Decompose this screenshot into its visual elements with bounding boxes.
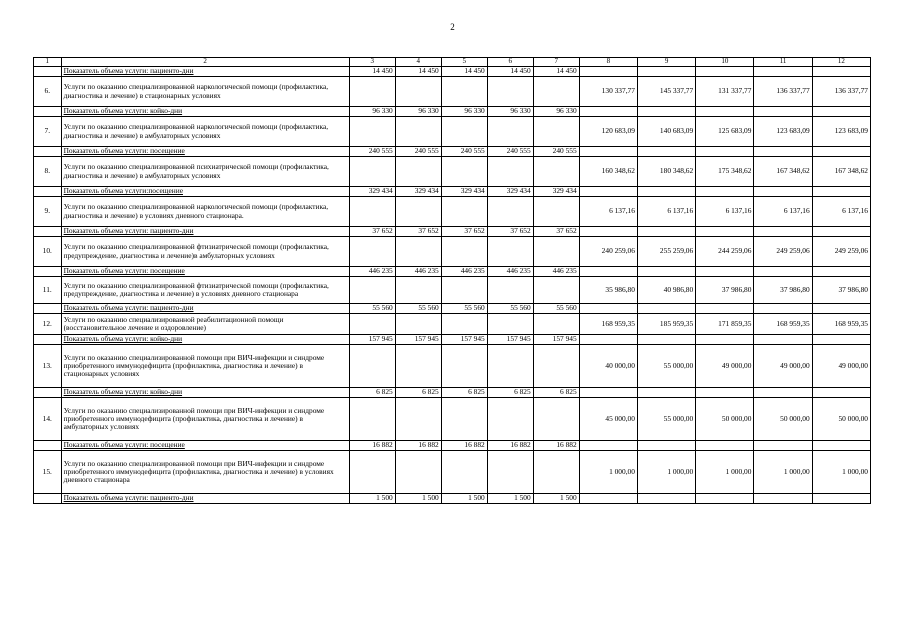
- amount-cell: 167 348,62: [812, 157, 870, 187]
- service-row: [34, 197, 871, 227]
- empty-cell: [395, 451, 441, 494]
- service-row: [34, 398, 871, 441]
- indicator-value: 55 560: [441, 304, 487, 314]
- indicator-value: 329 434: [487, 187, 533, 197]
- empty-cell: [579, 441, 637, 451]
- amount-cell: 37 986,80: [754, 277, 812, 304]
- row-number: 15.: [34, 451, 62, 494]
- amount-cell: 125 683,09: [696, 117, 754, 147]
- empty-cell: [754, 147, 812, 157]
- indicator-value: 16 882: [349, 441, 395, 451]
- empty-cell: [533, 77, 579, 107]
- row-number: 10.: [34, 237, 62, 267]
- empty-cell: [395, 77, 441, 107]
- empty-cell: [395, 117, 441, 147]
- indicator-value: 6 825: [487, 388, 533, 398]
- indicator-value: 446 235: [533, 267, 579, 277]
- empty-cell: [441, 157, 487, 187]
- amount-cell: 136 337,77: [812, 77, 870, 107]
- empty-cell: [487, 314, 533, 335]
- amount-cell: 123 683,09: [812, 117, 870, 147]
- amount-cell: 1 000,00: [754, 451, 812, 494]
- empty-cell: [637, 441, 695, 451]
- indicator-value: 1 500: [487, 494, 533, 504]
- empty-cell: [395, 157, 441, 187]
- indicator-value: 55 560: [487, 304, 533, 314]
- service-row: [34, 277, 871, 304]
- amount-cell: 175 348,62: [696, 157, 754, 187]
- amount-cell: 131 337,77: [696, 77, 754, 107]
- empty-cell: [754, 335, 812, 345]
- empty-cell: [441, 277, 487, 304]
- amount-cell: 171 859,35: [696, 314, 754, 335]
- amount-cell: 168 959,35: [812, 314, 870, 335]
- empty-cell: [754, 67, 812, 77]
- empty-cell: [579, 304, 637, 314]
- empty-cell: [637, 227, 695, 237]
- empty-cell: [637, 304, 695, 314]
- row-number-cell: [34, 494, 62, 504]
- amount-cell: 35 986,80: [579, 277, 637, 304]
- indicator-label: Показатель объема услуги: пациенто-дни: [61, 67, 349, 77]
- empty-cell: [487, 77, 533, 107]
- service-row: [34, 451, 871, 494]
- empty-cell: [579, 147, 637, 157]
- amount-cell: 37 986,80: [696, 277, 754, 304]
- empty-cell: [349, 277, 395, 304]
- amount-cell: 37 986,80: [812, 277, 870, 304]
- indicator-row: [34, 227, 871, 237]
- indicator-value: 329 434: [441, 187, 487, 197]
- service-description: Услуги по оказанию специализированной наркологической помощи (профилактика, диагностика и лечение) в стационарных условиях: [61, 77, 349, 107]
- empty-cell: [395, 237, 441, 267]
- row-number-cell: [34, 147, 62, 157]
- header-cell: 2: [61, 58, 349, 67]
- indicator-value: 14 450: [441, 67, 487, 77]
- amount-cell: 1 000,00: [696, 451, 754, 494]
- header-cell: 1: [34, 58, 62, 67]
- empty-cell: [637, 388, 695, 398]
- empty-cell: [579, 267, 637, 277]
- row-number-cell: [34, 227, 62, 237]
- empty-cell: [812, 67, 870, 77]
- empty-cell: [812, 304, 870, 314]
- empty-cell: [696, 187, 754, 197]
- indicator-row: [34, 147, 871, 157]
- indicator-value: 37 652: [533, 227, 579, 237]
- empty-cell: [349, 77, 395, 107]
- empty-cell: [349, 157, 395, 187]
- indicator-value: 157 945: [349, 335, 395, 345]
- row-number-cell: [34, 107, 62, 117]
- indicator-label: Показатель объема услуги: пациенто-дни: [61, 304, 349, 314]
- empty-cell: [579, 67, 637, 77]
- indicator-value: 1 500: [533, 494, 579, 504]
- indicator-label: Показатель объема услуги:посещение: [61, 187, 349, 197]
- empty-cell: [441, 345, 487, 388]
- empty-cell: [487, 157, 533, 187]
- empty-cell: [441, 398, 487, 441]
- empty-cell: [487, 237, 533, 267]
- indicator-value: 14 450: [487, 67, 533, 77]
- header-cell: 6: [487, 58, 533, 67]
- indicator-value: 329 434: [533, 187, 579, 197]
- header-cell: 5: [441, 58, 487, 67]
- empty-cell: [441, 314, 487, 335]
- indicator-value: 96 330: [395, 107, 441, 117]
- empty-cell: [754, 187, 812, 197]
- empty-cell: [395, 314, 441, 335]
- indicator-row: [34, 267, 871, 277]
- indicator-value: 240 555: [487, 147, 533, 157]
- indicator-value: 14 450: [395, 67, 441, 77]
- empty-cell: [812, 227, 870, 237]
- empty-cell: [395, 197, 441, 227]
- indicator-label: Показатель объема услуги: посещение: [61, 147, 349, 157]
- amount-cell: 6 137,16: [812, 197, 870, 227]
- service-row: [34, 345, 871, 388]
- empty-cell: [487, 451, 533, 494]
- row-number: 8.: [34, 157, 62, 187]
- indicator-value: 1 500: [395, 494, 441, 504]
- empty-cell: [579, 335, 637, 345]
- amount-cell: 49 000,00: [754, 345, 812, 388]
- row-number-cell: [34, 441, 62, 451]
- indicator-value: 96 330: [487, 107, 533, 117]
- empty-cell: [637, 107, 695, 117]
- empty-cell: [696, 335, 754, 345]
- empty-cell: [533, 237, 579, 267]
- amount-cell: 249 259,06: [754, 237, 812, 267]
- empty-cell: [812, 494, 870, 504]
- empty-cell: [696, 67, 754, 77]
- indicator-value: 240 555: [441, 147, 487, 157]
- row-number-cell: [34, 267, 62, 277]
- indicator-value: 55 560: [349, 304, 395, 314]
- empty-cell: [812, 187, 870, 197]
- indicator-value: 1 500: [441, 494, 487, 504]
- indicator-value: 157 945: [533, 335, 579, 345]
- empty-cell: [812, 335, 870, 345]
- empty-cell: [441, 117, 487, 147]
- indicator-value: 16 882: [533, 441, 579, 451]
- empty-cell: [637, 267, 695, 277]
- empty-cell: [533, 345, 579, 388]
- empty-cell: [441, 451, 487, 494]
- amount-cell: 180 348,62: [637, 157, 695, 187]
- row-number-cell: [34, 335, 62, 345]
- service-description: Услуги по оказанию специализированной помощи при ВИЧ-инфекции и синдроме приобретенного иммунодефицита (профилактика, диагностика и лечение) в стационарных условиях: [61, 345, 349, 388]
- amount-cell: 249 259,06: [812, 237, 870, 267]
- service-description: Услуги по оказанию специализированной фтизиатрической помощи (профилактика, предупреждение, диагностика и лечение)в амбулаторных условиях: [61, 237, 349, 267]
- empty-cell: [487, 277, 533, 304]
- service-description: Услуги по оказанию специализированной фтизиатрической помощи (профилактика, предупреждение, диагностика и лечение) в условиях дневного стационара: [61, 277, 349, 304]
- service-row: [34, 157, 871, 187]
- amount-cell: 120 683,09: [579, 117, 637, 147]
- empty-cell: [349, 451, 395, 494]
- amount-cell: 160 348,62: [579, 157, 637, 187]
- amount-cell: 244 259,06: [696, 237, 754, 267]
- service-row: [34, 314, 871, 335]
- empty-cell: [533, 157, 579, 187]
- indicator-label: Показатель объема услуги: койко-дни: [61, 335, 349, 345]
- header-cell: 4: [395, 58, 441, 67]
- indicator-value: 96 330: [441, 107, 487, 117]
- indicator-value: 96 330: [349, 107, 395, 117]
- indicator-value: 240 555: [395, 147, 441, 157]
- empty-cell: [579, 227, 637, 237]
- indicator-value: 37 652: [441, 227, 487, 237]
- row-number: 7.: [34, 117, 62, 147]
- amount-cell: 6 137,16: [754, 197, 812, 227]
- indicator-value: 1 500: [349, 494, 395, 504]
- indicator-value: 157 945: [487, 335, 533, 345]
- amount-cell: 40 000,00: [579, 345, 637, 388]
- amount-cell: 6 137,16: [637, 197, 695, 227]
- header-cell: 3: [349, 58, 395, 67]
- empty-cell: [579, 107, 637, 117]
- header-cell: 8: [579, 58, 637, 67]
- empty-cell: [696, 227, 754, 237]
- indicator-label: Показатель объема услуги: посещение: [61, 441, 349, 451]
- empty-cell: [579, 388, 637, 398]
- row-number: 12.: [34, 314, 62, 335]
- amount-cell: 168 959,35: [754, 314, 812, 335]
- indicator-value: 55 560: [395, 304, 441, 314]
- amount-cell: 130 337,77: [579, 77, 637, 107]
- empty-cell: [696, 107, 754, 117]
- amount-cell: 49 000,00: [812, 345, 870, 388]
- indicator-value: 446 235: [395, 267, 441, 277]
- service-row: [34, 117, 871, 147]
- indicator-label: Показатель объема услуги: койко-дни: [61, 107, 349, 117]
- empty-cell: [395, 398, 441, 441]
- amount-cell: 123 683,09: [754, 117, 812, 147]
- indicator-value: 14 450: [349, 67, 395, 77]
- amount-cell: 240 259,06: [579, 237, 637, 267]
- empty-cell: [441, 197, 487, 227]
- amount-cell: 167 348,62: [754, 157, 812, 187]
- row-number: 9.: [34, 197, 62, 227]
- empty-cell: [533, 197, 579, 227]
- empty-cell: [754, 227, 812, 237]
- empty-cell: [696, 494, 754, 504]
- amount-cell: 45 000,00: [579, 398, 637, 441]
- empty-cell: [579, 494, 637, 504]
- row-number-cell: [34, 388, 62, 398]
- empty-cell: [637, 187, 695, 197]
- empty-cell: [395, 277, 441, 304]
- indicator-value: 16 882: [441, 441, 487, 451]
- row-number: 13.: [34, 345, 62, 388]
- indicator-value: 446 235: [349, 267, 395, 277]
- indicator-value: 446 235: [441, 267, 487, 277]
- empty-cell: [696, 304, 754, 314]
- indicator-row: [34, 441, 871, 451]
- row-number-cell: [34, 67, 62, 77]
- amount-cell: 1 000,00: [579, 451, 637, 494]
- empty-cell: [349, 117, 395, 147]
- row-number: 6.: [34, 77, 62, 107]
- amount-cell: 40 986,80: [637, 277, 695, 304]
- amount-cell: 1 000,00: [637, 451, 695, 494]
- amount-cell: 136 337,77: [754, 77, 812, 107]
- service-description: Услуги по оказанию специализированной наркологической помощи (профилактика, диагностика и лечение) в условиях дневного стационара.: [61, 197, 349, 227]
- header-cell: 12: [812, 58, 870, 67]
- empty-cell: [812, 388, 870, 398]
- empty-cell: [349, 398, 395, 441]
- row-number: 11.: [34, 277, 62, 304]
- page-number: 2: [450, 22, 455, 32]
- empty-cell: [533, 398, 579, 441]
- empty-cell: [395, 345, 441, 388]
- row-number-cell: [34, 187, 62, 197]
- amount-cell: 55 000,00: [637, 398, 695, 441]
- indicator-value: 6 825: [395, 388, 441, 398]
- amount-cell: 145 337,77: [637, 77, 695, 107]
- header-cell: 11: [754, 58, 812, 67]
- indicator-value: 157 945: [395, 335, 441, 345]
- indicator-value: 37 652: [395, 227, 441, 237]
- empty-cell: [533, 117, 579, 147]
- row-number: 14.: [34, 398, 62, 441]
- indicator-row: [34, 335, 871, 345]
- indicator-value: 329 434: [395, 187, 441, 197]
- empty-cell: [637, 67, 695, 77]
- indicator-value: 446 235: [487, 267, 533, 277]
- amount-cell: 6 137,16: [696, 197, 754, 227]
- empty-cell: [754, 107, 812, 117]
- indicator-value: 6 825: [441, 388, 487, 398]
- amount-cell: 168 959,35: [579, 314, 637, 335]
- empty-cell: [754, 304, 812, 314]
- indicator-row: [34, 304, 871, 314]
- indicator-row: [34, 107, 871, 117]
- indicator-label: Показатель объема услуги: посещение: [61, 267, 349, 277]
- empty-cell: [696, 441, 754, 451]
- empty-cell: [349, 197, 395, 227]
- amount-cell: 1 000,00: [812, 451, 870, 494]
- indicator-row: [34, 187, 871, 197]
- indicator-row: [34, 494, 871, 504]
- indicator-value: 6 825: [349, 388, 395, 398]
- header-cell: 9: [637, 58, 695, 67]
- amount-cell: 185 959,35: [637, 314, 695, 335]
- empty-cell: [487, 197, 533, 227]
- service-description: Услуги по оказанию специализированной наркологической помощи (профилактика, диагностика и лечение) в амбулаторных условиях: [61, 117, 349, 147]
- indicator-value: 14 450: [533, 67, 579, 77]
- empty-cell: [441, 77, 487, 107]
- empty-cell: [487, 117, 533, 147]
- empty-cell: [579, 187, 637, 197]
- empty-cell: [754, 494, 812, 504]
- empty-cell: [812, 147, 870, 157]
- indicator-value: 329 434: [349, 187, 395, 197]
- empty-cell: [812, 267, 870, 277]
- empty-cell: [637, 335, 695, 345]
- service-description: Услуги по оказанию специализированной реабилитационной помощи (восстановительное лечение и оздоровление): [61, 314, 349, 335]
- empty-cell: [487, 398, 533, 441]
- indicator-value: 16 882: [395, 441, 441, 451]
- empty-cell: [696, 388, 754, 398]
- empty-cell: [637, 147, 695, 157]
- empty-cell: [349, 345, 395, 388]
- indicator-value: 240 555: [349, 147, 395, 157]
- empty-cell: [754, 388, 812, 398]
- empty-cell: [349, 314, 395, 335]
- empty-cell: [754, 267, 812, 277]
- service-description: Услуги по оказанию специализированной помощи при ВИЧ-инфекции и синдроме приобретенного иммунодефицита (профилактика, диагностика и лечение) в условиях дневного стационара: [61, 451, 349, 494]
- indicator-row: [34, 388, 871, 398]
- amount-cell: 50 000,00: [696, 398, 754, 441]
- empty-cell: [637, 494, 695, 504]
- indicator-value: 37 652: [349, 227, 395, 237]
- indicator-value: 240 555: [533, 147, 579, 157]
- amount-cell: 49 000,00: [696, 345, 754, 388]
- amount-cell: 55 000,00: [637, 345, 695, 388]
- amount-cell: 140 683,09: [637, 117, 695, 147]
- empty-cell: [812, 441, 870, 451]
- empty-cell: [533, 451, 579, 494]
- service-description: Услуги по оказанию специализированной психиатрической помощи (профилактика, диагностика и лечение) в амбулаторных условиях: [61, 157, 349, 187]
- amount-cell: 50 000,00: [812, 398, 870, 441]
- empty-cell: [533, 314, 579, 335]
- indicator-row: [34, 67, 871, 77]
- indicator-value: 157 945: [441, 335, 487, 345]
- empty-cell: [441, 237, 487, 267]
- indicator-label: Показатель объема услуги: пациенто-дни: [61, 227, 349, 237]
- header-cell: 10: [696, 58, 754, 67]
- indicator-value: 6 825: [533, 388, 579, 398]
- indicator-value: 37 652: [487, 227, 533, 237]
- empty-cell: [487, 345, 533, 388]
- empty-cell: [349, 237, 395, 267]
- empty-cell: [754, 441, 812, 451]
- indicator-value: 96 330: [533, 107, 579, 117]
- empty-cell: [696, 147, 754, 157]
- amount-cell: 255 259,06: [637, 237, 695, 267]
- header-row: [34, 58, 871, 67]
- empty-cell: [696, 267, 754, 277]
- budget-table: [33, 57, 871, 504]
- empty-cell: [812, 107, 870, 117]
- header-cell: 7: [533, 58, 579, 67]
- indicator-value: 55 560: [533, 304, 579, 314]
- indicator-label: Показатель объема услуги: койко-дни: [61, 388, 349, 398]
- indicator-value: 16 882: [487, 441, 533, 451]
- row-number-cell: [34, 304, 62, 314]
- amount-cell: 50 000,00: [754, 398, 812, 441]
- indicator-label: Показатель объема услуги: пациенто-дни: [61, 494, 349, 504]
- service-description: Услуги по оказанию специализированной помощи при ВИЧ-инфекции и синдроме приобретенного иммунодефицита (профилактика, диагностика и лечение) в амбулаторных условиях: [61, 398, 349, 441]
- service-row: [34, 77, 871, 107]
- service-row: [34, 237, 871, 267]
- empty-cell: [533, 277, 579, 304]
- amount-cell: 6 137,16: [579, 197, 637, 227]
